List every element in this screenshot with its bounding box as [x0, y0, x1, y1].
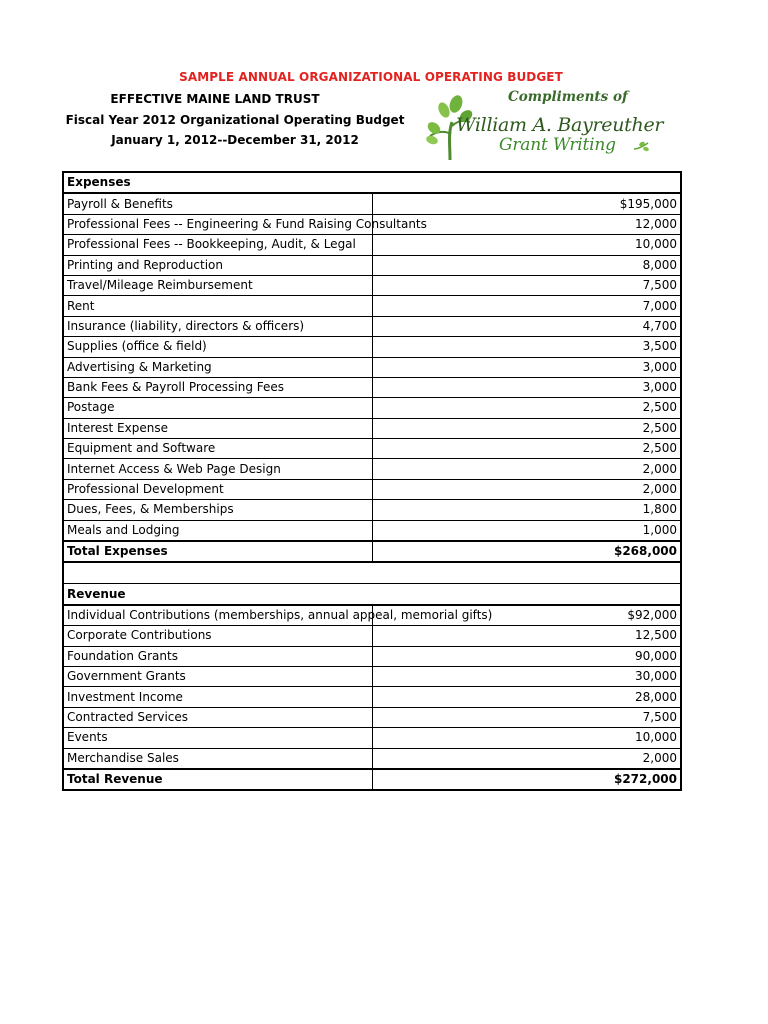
line-item-label: Professional Fees -- Engineering & Fund Raising Consultants	[63, 214, 372, 234]
line-item-amount: 2,000	[372, 748, 681, 769]
line-item-label: Professional Fees -- Bookkeeping, Audit, & Legal	[63, 235, 372, 255]
line-item-amount: 3,500	[372, 337, 681, 357]
line-item-label: Interest Expense	[63, 418, 372, 438]
line-item-amount: $272,000	[372, 769, 681, 790]
line-item-amount: $92,000	[372, 605, 681, 626]
expense-row	[63, 337, 681, 357]
line-item-amount: 7,500	[372, 275, 681, 295]
expense-row	[63, 377, 681, 397]
revenue-row	[63, 605, 681, 626]
line-item-label: Dues, Fees, & Memberships	[63, 500, 372, 520]
expense-row	[63, 193, 681, 214]
line-item-label: Printing and Reproduction	[63, 255, 372, 275]
line-item-label: Merchandise Sales	[63, 748, 372, 769]
revenue-row	[63, 626, 681, 646]
logo-compliments-text: Compliments of	[508, 89, 628, 105]
line-item-label: Rent	[63, 296, 372, 316]
budget-period: January 1, 2012--December 31, 2012	[111, 133, 359, 147]
line-item-amount: 7,000	[372, 296, 681, 316]
line-item-label: Bank Fees & Payroll Processing Fees	[63, 377, 372, 397]
budget-subtitle: Fiscal Year 2012 Organizational Operating Budget	[65, 113, 405, 127]
budget-table	[62, 171, 682, 791]
line-item-label: Contracted Services	[63, 707, 372, 727]
expense-row	[63, 520, 681, 541]
logo-tagline-text: Grant Writing	[499, 135, 616, 155]
revenue-heading-row	[63, 584, 681, 605]
line-item-label: Internet Access & Web Page Design	[63, 459, 372, 479]
expense-row	[63, 275, 681, 295]
expense-row	[63, 296, 681, 316]
line-item-amount: 90,000	[372, 646, 681, 666]
line-item-label: Total Revenue	[63, 769, 372, 790]
line-item-label: Corporate Contributions	[63, 626, 372, 646]
line-item-amount: 2,000	[372, 459, 681, 479]
line-item-amount: 12,500	[372, 626, 681, 646]
spacer-row	[63, 562, 681, 584]
line-item-amount: 1,000	[372, 520, 681, 541]
line-item-label: Meals and Lodging	[63, 520, 372, 541]
revenue-row	[63, 748, 681, 769]
line-item-amount: 2,000	[372, 479, 681, 499]
organization-name: EFFECTIVE MAINE LAND TRUST	[110, 92, 320, 106]
grant-writing-logo	[426, 86, 676, 162]
line-item-amount: 3,000	[372, 357, 681, 377]
line-item-label: Equipment and Software	[63, 439, 372, 459]
line-item-amount: 3,000	[372, 377, 681, 397]
revenue-row	[63, 646, 681, 666]
line-item-amount: 2,500	[372, 398, 681, 418]
revenue-heading: Revenue	[63, 584, 681, 605]
sprig-icon	[632, 139, 650, 155]
line-item-label: Postage	[63, 398, 372, 418]
line-item-amount: 7,500	[372, 707, 681, 727]
line-item-amount: 1,800	[372, 500, 681, 520]
total-revenue-row	[63, 769, 681, 790]
line-item-label: Total Expenses	[63, 541, 372, 562]
line-item-amount: 4,700	[372, 316, 681, 336]
revenue-row	[63, 707, 681, 727]
expense-row	[63, 255, 681, 275]
line-item-amount: $195,000	[372, 193, 681, 214]
line-item-amount: $268,000	[372, 541, 681, 562]
line-item-label: Government Grants	[63, 666, 372, 686]
line-item-label: Supplies (office & field)	[63, 337, 372, 357]
line-item-label: Individual Contributions (memberships, annual appeal, memorial gifts)	[63, 605, 372, 626]
line-item-label: Travel/Mileage Reimbursement	[63, 275, 372, 295]
expense-row	[63, 459, 681, 479]
expense-row	[63, 235, 681, 255]
line-item-label: Investment Income	[63, 687, 372, 707]
revenue-row	[63, 687, 681, 707]
expense-row	[63, 214, 681, 234]
expense-row	[63, 439, 681, 459]
revenue-row	[63, 728, 681, 748]
document-title: SAMPLE ANNUAL ORGANIZATIONAL OPERATING BUDGET	[179, 70, 563, 84]
line-item-label: Payroll & Benefits	[63, 193, 372, 214]
expenses-heading-row	[63, 172, 681, 193]
line-item-amount: 10,000	[372, 235, 681, 255]
spacer-cell	[63, 562, 681, 584]
expense-row	[63, 357, 681, 377]
expense-row	[63, 418, 681, 438]
line-item-label: Foundation Grants	[63, 646, 372, 666]
expense-row	[63, 316, 681, 336]
expense-row	[63, 479, 681, 499]
expense-row	[63, 398, 681, 418]
logo-name-text: William A. Bayreuther	[456, 114, 664, 136]
expenses-heading: Expenses	[63, 172, 681, 193]
line-item-label: Insurance (liability, directors & officers)	[63, 316, 372, 336]
line-item-amount: 28,000	[372, 687, 681, 707]
total-expenses-row	[63, 541, 681, 562]
expense-row	[63, 500, 681, 520]
line-item-amount: 8,000	[372, 255, 681, 275]
line-item-label: Professional Development	[63, 479, 372, 499]
revenue-row	[63, 666, 681, 686]
line-item-label: Events	[63, 728, 372, 748]
line-item-label: Advertising & Marketing	[63, 357, 372, 377]
line-item-amount: 12,000	[372, 214, 681, 234]
line-item-amount: 2,500	[372, 439, 681, 459]
line-item-amount: 2,500	[372, 418, 681, 438]
line-item-amount: 30,000	[372, 666, 681, 686]
line-item-amount: 10,000	[372, 728, 681, 748]
